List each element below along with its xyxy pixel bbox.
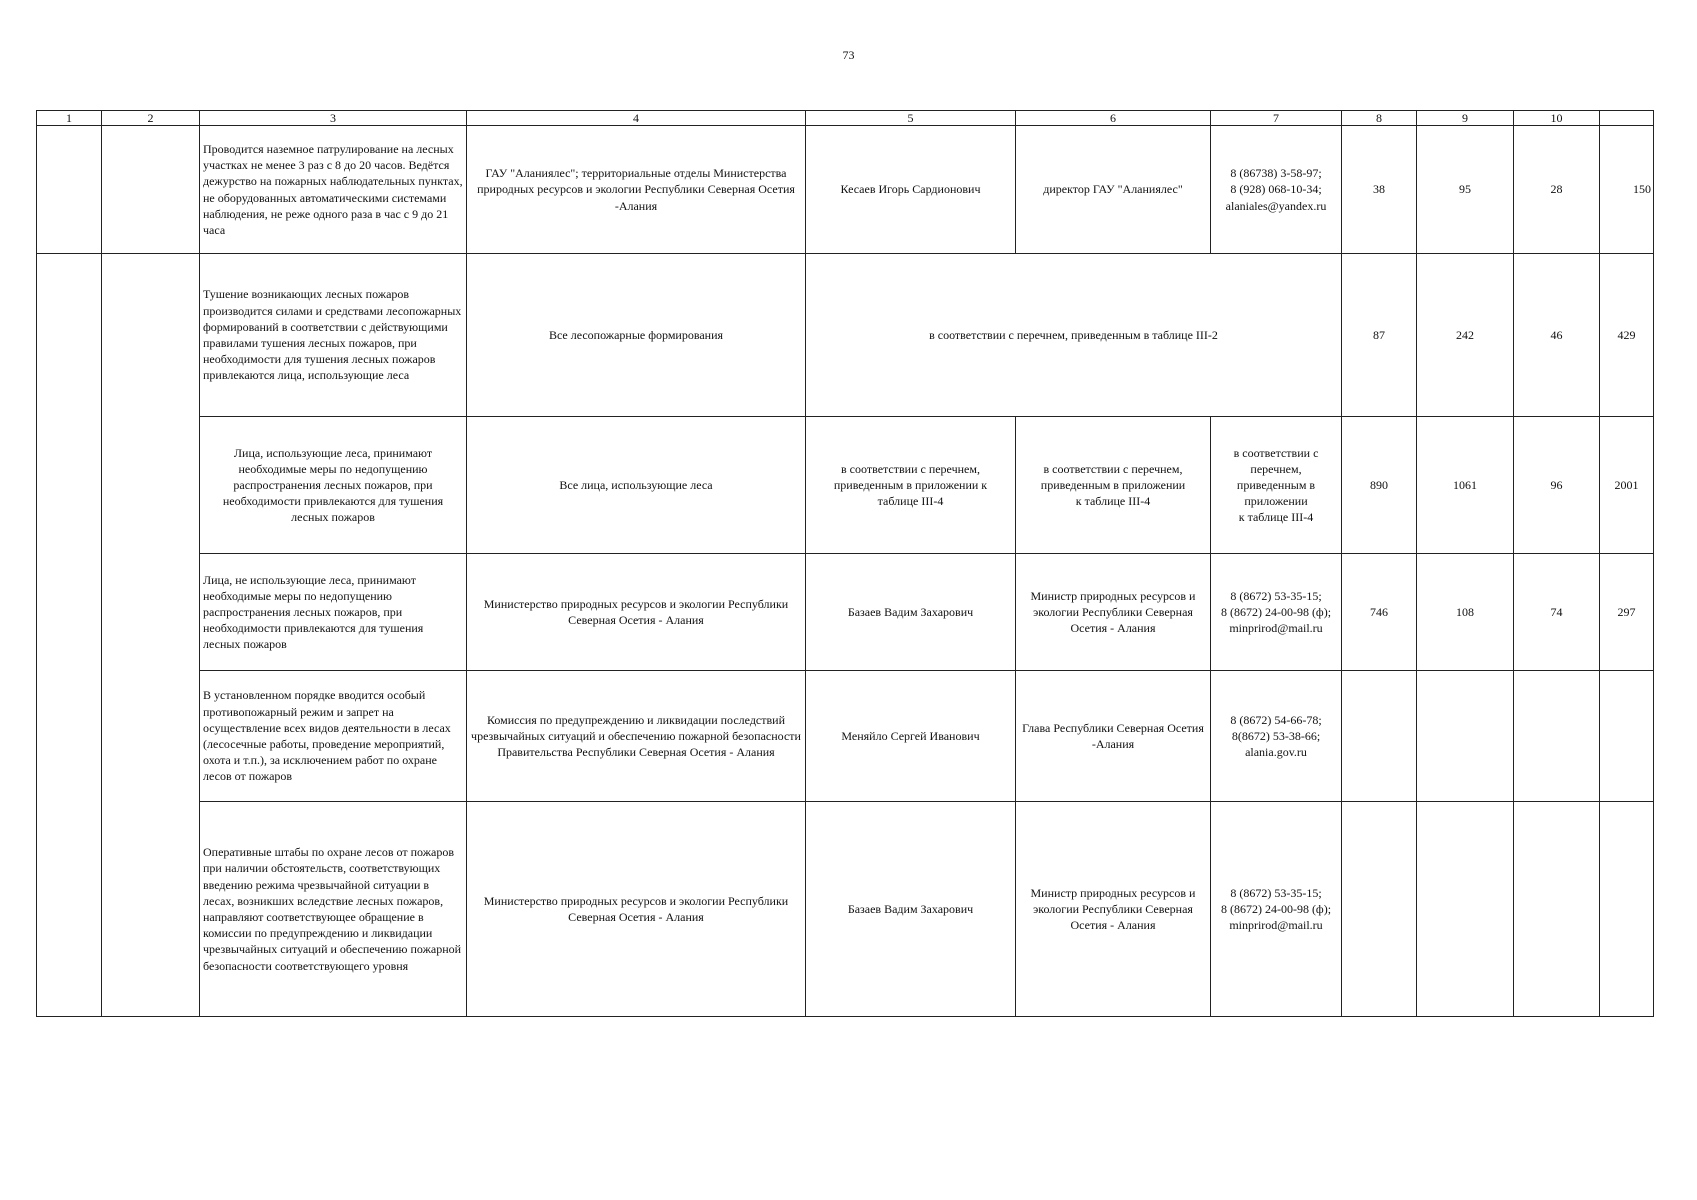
text-line: к таблице III-4 <box>1238 510 1314 525</box>
column-header: 8 <box>1342 111 1417 126</box>
table-row <box>37 254 1654 417</box>
value-col9: 95 <box>1417 126 1514 254</box>
column-header: 1 <box>37 111 102 126</box>
contacts <box>1211 671 1342 802</box>
value-col9: 1061 <box>1417 417 1514 554</box>
contact-line: 8 (8672) 24-00-98 (ф); <box>1220 604 1332 619</box>
column-header: 2 <box>102 111 200 126</box>
person-position: Министр природных ресурсов и экологии Республики Северная Осетия - Алания <box>1016 554 1211 671</box>
person-position <box>1016 417 1211 554</box>
value-col10: 96 <box>1514 417 1600 554</box>
text-line: таблице III-4 <box>877 494 944 509</box>
fire-measures-table <box>36 110 1654 1017</box>
contact-line: alaniales@yandex.ru <box>1225 198 1327 213</box>
contact-line: minprirod@mail.ru <box>1229 621 1323 636</box>
value-col8 <box>1342 802 1417 1017</box>
column-header: 3 <box>200 111 467 126</box>
text-line: приложении <box>1244 494 1308 509</box>
text-line: приведенным в приложении к <box>833 477 988 492</box>
column-number-row <box>37 111 1654 126</box>
measure-description: Лица, не использующие леса, принимают необходимые меры по недопущению распространения лесных пожаров, при необходимости привлекаются для тушения лесных пожаров <box>200 554 467 671</box>
value-col11: 429 <box>1600 254 1654 417</box>
text-line: к таблице III-4 <box>1075 494 1151 509</box>
contact-line: 8(8672) 53-38-66; <box>1231 728 1321 743</box>
responsible-person: Кесаев Игорь Сардионович <box>806 126 1016 254</box>
text-line: в соответствии с <box>1233 445 1319 460</box>
value-col9 <box>1417 802 1514 1017</box>
merged-reference-cell: в соответствии с перечнем, приведенным в таблице III-2 <box>806 254 1342 417</box>
contact-line: 8 (8672) 53-35-15; <box>1230 588 1322 603</box>
column-header: 6 <box>1016 111 1211 126</box>
responsible-organization: ГАУ "Аланиялес"; территориальные отделы Министерства природных ресурсов и экологии Республики Северная Осетия -Алания <box>467 126 806 254</box>
contact-line: minprirod@mail.ru <box>1229 918 1323 933</box>
column-header: 10 <box>1514 111 1600 126</box>
cell-col1 <box>37 254 102 1017</box>
value-col8 <box>1342 671 1417 802</box>
text-line: приведенным в <box>1236 477 1316 492</box>
table-row <box>37 554 1654 671</box>
value-col11: 2001 <box>1600 417 1654 554</box>
value-col9: 242 <box>1417 254 1514 417</box>
contacts <box>1211 802 1342 1017</box>
table-row <box>37 671 1654 802</box>
value-col10: 74 <box>1514 554 1600 671</box>
column-header <box>1600 111 1654 126</box>
value-col11: 150 <box>1600 126 1654 254</box>
column-header: 4 <box>467 111 806 126</box>
value-col8: 890 <box>1342 417 1417 554</box>
value-col10 <box>1514 802 1600 1017</box>
person-position: Министр природных ресурсов и экологии Республики Северная Осетия - Алания <box>1016 802 1211 1017</box>
responsible-person: Базаев Вадим Захарович <box>806 554 1016 671</box>
responsible-person: Базаев Вадим Захарович <box>806 802 1016 1017</box>
text-line: перечнем, <box>1250 461 1302 476</box>
text-line: приведенным в приложении <box>1040 477 1186 492</box>
column-header: 7 <box>1211 111 1342 126</box>
contact-line: 8 (8672) 54-66-78; <box>1230 712 1322 727</box>
responsible-person <box>806 417 1016 554</box>
cell-col2 <box>102 126 200 254</box>
contact-line: 8 (8672) 24-00-98 (ф); <box>1220 901 1332 916</box>
contacts <box>1211 417 1342 554</box>
cell-col1 <box>37 126 102 254</box>
responsible-organization: Все лица, использующие леса <box>467 417 806 554</box>
value-col11: 297 <box>1600 554 1654 671</box>
responsible-person: Меняйло Сергей Иванович <box>806 671 1016 802</box>
measure-description: Оперативные штабы по охране лесов от пожаров при наличии обстоятельств, соответствующих введению режима чрезвычайной ситуации в лесах, возникших вследствие лесных пожаров, направляют соответствующее обращение в комиссии по предупреждению и ликвидации чрезвычайных ситуаций и обеспечению пожарной безопасности соответствующего уровня <box>200 802 467 1017</box>
measure-description: В установленном порядке вводится особый противопожарный режим и запрет на осуществление всех видов деятельности в лесах (лесосечные работы, проведение мероприятий, охота и т.п.), за исключением работ по охране лесов от пожаров <box>200 671 467 802</box>
text-line: в соответствии с перечнем, <box>841 461 980 476</box>
column-header: 9 <box>1417 111 1514 126</box>
value-col11 <box>1600 802 1654 1017</box>
value-col9 <box>1417 671 1514 802</box>
table-row <box>37 417 1654 554</box>
value-col10: 46 <box>1514 254 1600 417</box>
table-row <box>37 802 1654 1017</box>
measure-description: Лица, использующие леса, принимают необходимые меры по недопущению распространения лесных пожаров, при необходимости привлекаются для тушения лесных пожаров <box>200 417 467 554</box>
table-row <box>37 126 1654 254</box>
page-number: 73 <box>842 48 855 62</box>
measure-description: Тушение возникающих лесных пожаров производится силами и средствами лесопожарных формирований в соответствии с действующими правилами тушения лесных пожаров, при необходимости для тушения лесных пожаров привлекаются лица, использующие леса <box>200 254 467 417</box>
value-col11 <box>1600 671 1654 802</box>
responsible-organization: Комиссия по предупреждению и ликвидации последствий чрезвычайных ситуаций и обеспечению пожарной безопасности Правительства Республики Северная Осетия - Алания <box>467 671 806 802</box>
value-col9: 108 <box>1417 554 1514 671</box>
column-header: 5 <box>806 111 1016 126</box>
responsible-organization: Все лесопожарные формирования <box>467 254 806 417</box>
text-line: в соответствии с перечнем, <box>1043 461 1183 476</box>
value-col10: 28 <box>1514 126 1600 254</box>
value-col8: 746 <box>1342 554 1417 671</box>
responsible-organization: Министерство природных ресурсов и экологии Республики Северная Осетия - Алания <box>467 554 806 671</box>
cell-col2 <box>102 254 200 1017</box>
contact-line: alania.gov.ru <box>1245 745 1307 760</box>
person-position: директор ГАУ "Аланиялес" <box>1016 126 1211 254</box>
contact-line: 8 (8672) 53-35-15; <box>1230 885 1322 900</box>
contact-line: 8 (86738) 3-58-97; <box>1230 166 1322 181</box>
person-position: Глава Республики Северная Осетия -Алания <box>1016 671 1211 802</box>
value-col10 <box>1514 671 1600 802</box>
value-col8: 38 <box>1342 126 1417 254</box>
contacts <box>1211 126 1342 254</box>
measure-description: Проводится наземное патрулирование на лесных участках не менее 3 раз с 8 до 20 часов. Ведётся дежурство на пожарных наблюдательных пунктах, не оборудованных автоматическими системами наблюдения, не реже одного раза в час с 9 до 21 часа <box>200 126 467 254</box>
value-col8: 87 <box>1342 254 1417 417</box>
responsible-organization: Министерство природных ресурсов и экологии Республики Северная Осетия - Алания <box>467 802 806 1017</box>
contacts <box>1211 554 1342 671</box>
contact-line: 8 (928) 068-10-34; <box>1230 182 1322 197</box>
